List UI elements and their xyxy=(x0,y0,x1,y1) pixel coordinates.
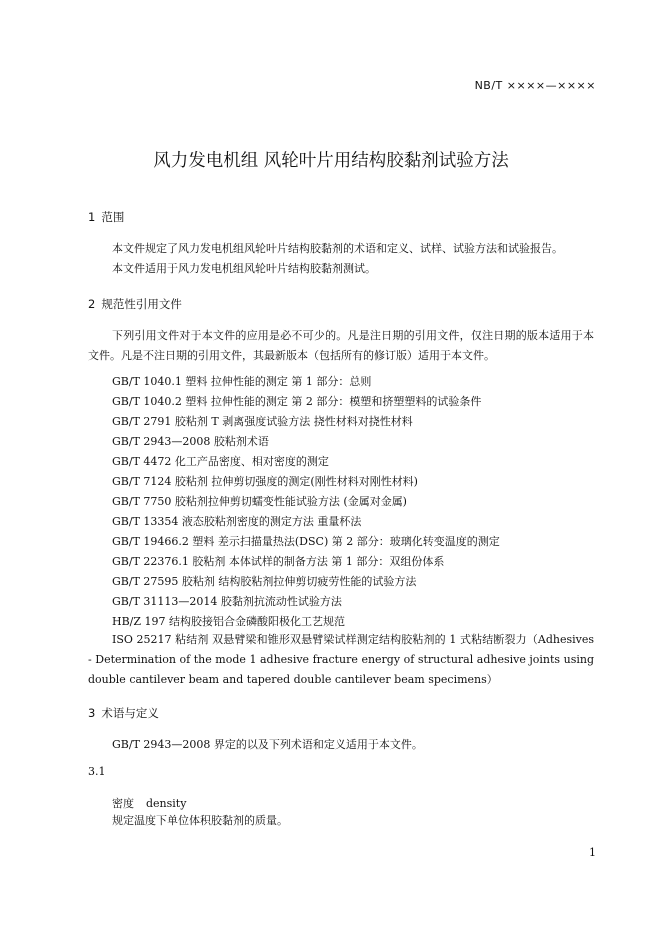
term-definition: 规定温度下单位体积胶黏剂的质量。 xyxy=(112,814,288,827)
section-1-paragraph-1: 本文件规定了风力发电机组风轮叶片结构胶黏剂的术语和定义、试样、试验方法和试验报告。 xyxy=(112,242,563,255)
page-number: 1 xyxy=(589,846,596,859)
section-3-number: 3 xyxy=(88,706,96,720)
reference-item: GB/T 22376.1 胶粘剂 本体试样的制备方法 第 1 部分：双组份体系 xyxy=(112,555,445,568)
iso-reference-item: ISO 25217 粘结剂 双悬臂梁和锥形双悬臂梁试样测定结构胶粘剂的 1 式粘结断裂力（Adhesives - Determination of the mode 1 adhesive fracture energy of structural adhesive joints using double cantilever beam and tapered double cantilever beam specimens） xyxy=(88,633,594,686)
reference-item: GB/T 19466.2 塑料 差示扫描量热法(DSC) 第 2 部分：玻璃化转变温度的测定 xyxy=(112,535,500,548)
reference-item: GB/T 7124 胶粘剂 拉伸剪切强度的测定(刚性材料对刚性材料) xyxy=(112,475,418,488)
document-title: 风力发电机组 风轮叶片用结构胶黏剂试验方法 xyxy=(153,151,509,171)
reference-item: GB/T 7750 胶粘剂拉伸剪切蠕变性能试验方法 (金属对金属) xyxy=(112,495,407,508)
reference-item: GB/T 31113—2014 胶黏剂抗流动性试验方法 xyxy=(112,595,342,608)
section-1-paragraph-2: 本文件适用于风力发电机组风轮叶片结构胶黏剂测试。 xyxy=(112,262,376,275)
reference-item: HB/Z 197 结构胶接铝合金磷酸阳极化工艺规范 xyxy=(112,615,346,628)
reference-item: GB/T 2943—2008 胶粘剂术语 xyxy=(112,435,269,448)
section-1-heading xyxy=(88,209,124,225)
reference-item: GB/T 27595 胶粘剂 结构胶粘剂拉伸剪切疲劳性能的试验方法 xyxy=(112,575,417,588)
section-2-title: 规范性引用文件 xyxy=(101,297,182,311)
term-chinese: 密度 xyxy=(112,797,134,810)
section-1-title: 范围 xyxy=(101,210,125,224)
section-3-intro: GB/T 2943—2008 界定的以及下列术语和定义适用于本文件。 xyxy=(112,738,423,751)
section-2-number: 2 xyxy=(88,297,96,311)
reference-item: GB/T 1040.1 塑料 拉伸性能的测定 第 1 部分：总则 xyxy=(112,375,372,388)
section-1-number: 1 xyxy=(88,210,96,224)
standard-number: NB/T ××××—×××× xyxy=(474,79,596,92)
reference-item: GB/T 4472 化工产品密度、相对密度的测定 xyxy=(112,455,329,468)
section-2-heading xyxy=(88,296,182,312)
reference-item: GB/T 13354 液态胶粘剂密度的测定方法 重量杯法 xyxy=(112,515,362,528)
section-3-heading xyxy=(88,705,159,721)
term-english: density xyxy=(146,797,187,810)
section-2-intro: 下列引用文件对于本文件的应用是必不可少的。凡是注日期的引用文件，仅注日期的版本适用于本文件。凡是不注日期的引用文件，其最新版本（包括所有的修订版）适用于本文件。 xyxy=(88,329,594,362)
reference-item: GB/T 2791 胶粘剂 T 剥离强度试验方法 挠性材料对挠性材料 xyxy=(112,415,413,428)
section-3-title: 术语与定义 xyxy=(101,706,159,720)
reference-item: GB/T 1040.2 塑料 拉伸性能的测定 第 2 部分：模塑和挤塑塑料的试验条件 xyxy=(112,395,482,408)
term-entry xyxy=(112,795,186,811)
clause-number: 3.1 xyxy=(88,765,106,778)
